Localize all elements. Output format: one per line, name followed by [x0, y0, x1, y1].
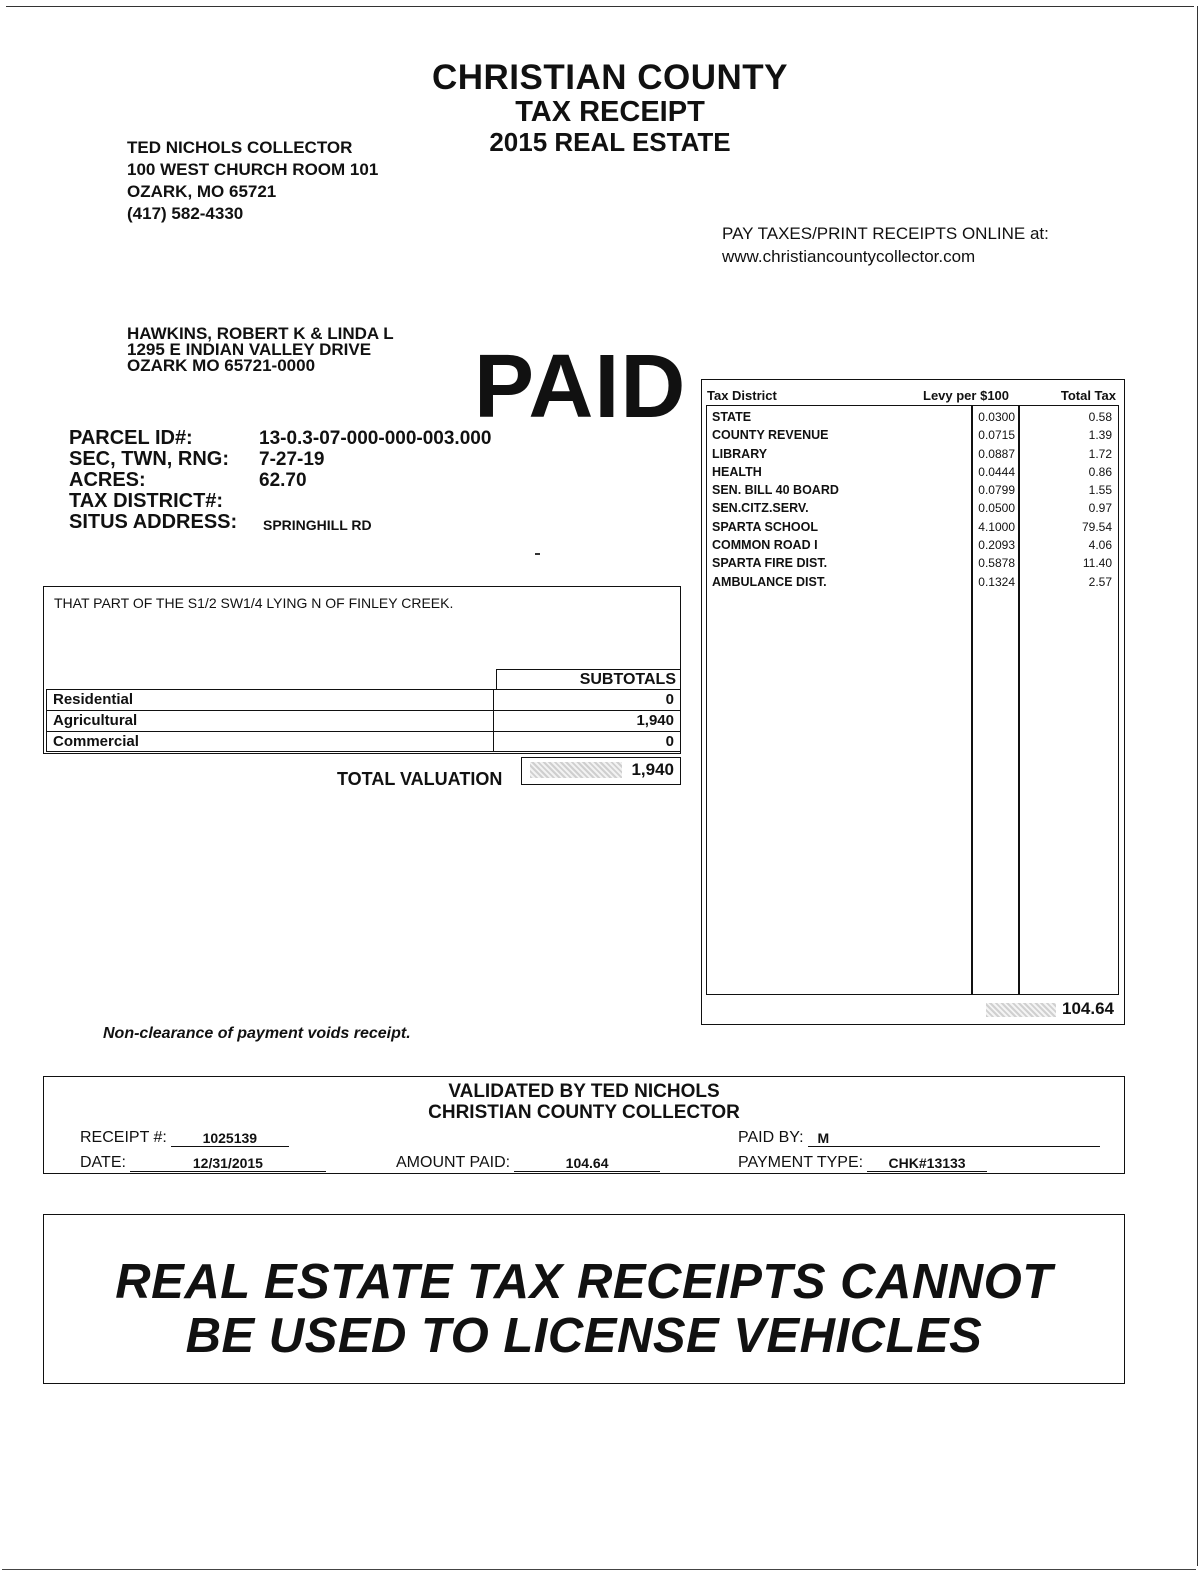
tax-levy: 0.0799 — [978, 483, 1015, 498]
tax-rows — [707, 408, 1120, 591]
parcel-id-label: PARCEL ID#: — [69, 427, 193, 449]
receipt-number-field — [80, 1129, 289, 1147]
tax-row — [707, 518, 1120, 536]
legal-description: THAT PART OF THE S1/2 SW1/4 LYING N OF FINLEY CREEK. — [54, 595, 454, 611]
warning-line2: BE USED TO LICENSE VEHICLES — [185, 1309, 983, 1363]
tax-amount: 2.57 — [1088, 574, 1112, 589]
validation-title-line1: VALIDATED BY TED NICHOLS — [448, 1081, 720, 1102]
tax-district-name: LIBRARY — [712, 446, 768, 461]
situs-address-value: SPRINGHILL RD — [263, 517, 372, 533]
tax-levy: 0.5878 — [978, 556, 1015, 571]
tax-amount: 4.06 — [1088, 538, 1112, 553]
tax-district-table — [701, 379, 1125, 1025]
valuation-amount: 0 — [665, 691, 674, 708]
acres-row — [69, 470, 491, 491]
tax-amount: 0.58 — [1088, 410, 1112, 424]
sec-twn-rng-value: 7-27-19 — [259, 449, 325, 470]
parcel-id-value: 13-0.3-07-000-000-003.000 — [259, 428, 492, 449]
tax-district-name: SPARTA SCHOOL — [712, 519, 819, 534]
smudge-mark — [530, 762, 622, 778]
tax-row — [707, 554, 1120, 572]
tax-row — [707, 536, 1120, 554]
tax-levy: 0.0715 — [978, 428, 1015, 443]
tax-amount: 1.72 — [1088, 446, 1112, 461]
online-payment-info — [722, 222, 1049, 268]
collector-phone: (417) 582-4330 — [127, 204, 244, 223]
vehicle-license-warning — [43, 1214, 1125, 1384]
tax-row — [707, 408, 1120, 426]
tax-row — [707, 481, 1120, 499]
tax-row — [707, 426, 1120, 444]
tax-amount: 79.54 — [1081, 519, 1112, 534]
tax-district-name: COUNTY REVENUE — [712, 428, 829, 443]
tax-district-name: SEN. BILL 40 BOARD — [712, 483, 839, 498]
tax-district-name: HEALTH — [712, 464, 762, 479]
owner-city: OZARK MO 65721-0000 — [127, 356, 316, 375]
tax-levy: 0.0887 — [978, 446, 1015, 461]
tax-row — [707, 445, 1120, 463]
valuation-table — [46, 689, 680, 752]
receipt-number-value: 1025139 — [171, 1130, 289, 1147]
acres-value: 62.70 — [259, 470, 307, 491]
tax-district-row — [69, 491, 491, 512]
document-type: TAX RECEIPT — [515, 95, 705, 128]
situs-address-row — [69, 512, 491, 536]
tax-amount: 0.97 — [1088, 501, 1112, 516]
valuation-amount: 0 — [665, 733, 674, 750]
tax-amount: 1.55 — [1088, 483, 1112, 498]
subtotals-header: SUBTOTALS — [496, 669, 680, 689]
valuation-row — [46, 710, 680, 731]
total-tax-value: 104.64 — [1062, 999, 1114, 1018]
payment-type-label: PAYMENT TYPE: — [738, 1154, 864, 1171]
tax-levy: 0.2093 — [978, 538, 1015, 553]
collector-address — [127, 137, 378, 225]
levy-header: Levy per $100 — [923, 388, 1010, 403]
tax-district-label: TAX DISTRICT#: — [69, 490, 224, 512]
page-edge-right — [1197, 6, 1198, 1566]
amount-paid-label: AMOUNT PAID: — [396, 1154, 511, 1171]
validation-title — [44, 1081, 1124, 1123]
acres-label: ACRES: — [69, 469, 146, 491]
tax-amount: 11.40 — [1082, 556, 1112, 571]
county-name: CHRISTIAN COUNTY — [431, 58, 789, 97]
total-valuation-box — [521, 757, 681, 785]
parcel-id-row — [69, 428, 491, 449]
tax-amount: 1.39 — [1088, 428, 1112, 443]
tax-district-name: SPARTA FIRE DIST. — [712, 556, 828, 571]
online-url: www.christiancountycollector.com — [722, 247, 976, 266]
payment-type-value: CHK#13133 — [867, 1155, 987, 1172]
tax-district-name: COMMON ROAD I — [712, 538, 818, 553]
amount-paid-value: 104.64 — [514, 1155, 660, 1172]
tax-amount: 0.86 — [1088, 464, 1112, 479]
owner-address — [127, 326, 394, 374]
date-label: DATE: — [80, 1154, 126, 1171]
payment-type-field — [738, 1154, 987, 1172]
tax-row — [707, 463, 1120, 481]
tax-district-name: AMBULANCE DIST. — [712, 574, 827, 589]
total-tax-header: Total Tax — [1060, 388, 1116, 403]
scan-mark — [535, 553, 540, 555]
paid-by-value: M — [808, 1130, 1100, 1147]
tax-levy: 0.0500 — [978, 501, 1015, 516]
validation-title-line2: CHRISTIAN COUNTY COLLECTOR — [428, 1102, 740, 1123]
total-valuation-label: TOTAL VALUATION — [337, 769, 503, 789]
tax-district-header: Tax District — [707, 388, 777, 403]
smudge-mark — [986, 1003, 1056, 1017]
valuation-label: Residential — [46, 690, 494, 710]
receipt-number-label: RECEIPT #: — [80, 1129, 167, 1146]
tax-district-name: SEN.CITZ.SERV. — [712, 501, 809, 516]
tax-levy: 0.0300 — [978, 410, 1015, 424]
valuation-row — [46, 731, 680, 752]
tax-levy: 0.0444 — [978, 464, 1015, 479]
collector-name: TED NICHOLS COLLECTOR — [127, 138, 353, 157]
collector-street: 100 WEST CHURCH ROOM 101 — [127, 160, 379, 179]
warning-line1: REAL ESTATE TAX RECEIPTS CANNOT — [115, 1255, 1053, 1309]
valuation-row — [46, 689, 680, 710]
sec-twn-rng-label: SEC, TWN, RNG: — [69, 448, 229, 470]
date-field — [80, 1154, 326, 1172]
tax-levy: 4.1000 — [978, 519, 1015, 534]
tax-row — [707, 499, 1120, 517]
owner-street: 1295 E INDIAN VALLEY DRIVE — [127, 340, 372, 359]
tax-table-body — [706, 405, 1119, 995]
situs-address-label: SITUS ADDRESS: — [69, 511, 238, 533]
valuation-amount: 1,940 — [636, 712, 674, 729]
paid-by-field — [738, 1129, 1100, 1147]
owner-name: HAWKINS, ROBERT K & LINDA L — [127, 324, 394, 343]
tax-row — [707, 573, 1120, 591]
parcel-info — [69, 428, 491, 536]
collector-city: OZARK, MO 65721 — [127, 182, 277, 201]
payment-notice: Non-clearance of payment voids receipt. — [103, 1025, 411, 1042]
warning-text — [44, 1255, 1124, 1363]
date-value: 12/31/2015 — [130, 1155, 326, 1172]
page-edge-top — [6, 6, 1194, 7]
page-edge-bottom — [2, 1569, 1196, 1570]
paid-stamp: PAID — [474, 337, 687, 437]
tax-levy: 0.1324 — [978, 574, 1015, 589]
valuation-label: Agricultural — [46, 711, 494, 731]
online-text: PAY TAXES/PRINT RECEIPTS ONLINE at: — [722, 224, 1049, 243]
receipt-title — [390, 60, 830, 156]
amount-paid-field — [396, 1154, 660, 1172]
valuation-label: Commercial — [46, 732, 494, 751]
paid-by-label: PAID BY: — [738, 1129, 804, 1146]
legal-description-box — [43, 586, 681, 754]
total-valuation-value: 1,940 — [631, 760, 674, 779]
tax-district-name: STATE — [712, 410, 752, 424]
validation-box — [43, 1076, 1125, 1174]
tax-year-type: 2015 REAL ESTATE — [489, 127, 731, 158]
sec-twn-rng-row — [69, 449, 491, 470]
